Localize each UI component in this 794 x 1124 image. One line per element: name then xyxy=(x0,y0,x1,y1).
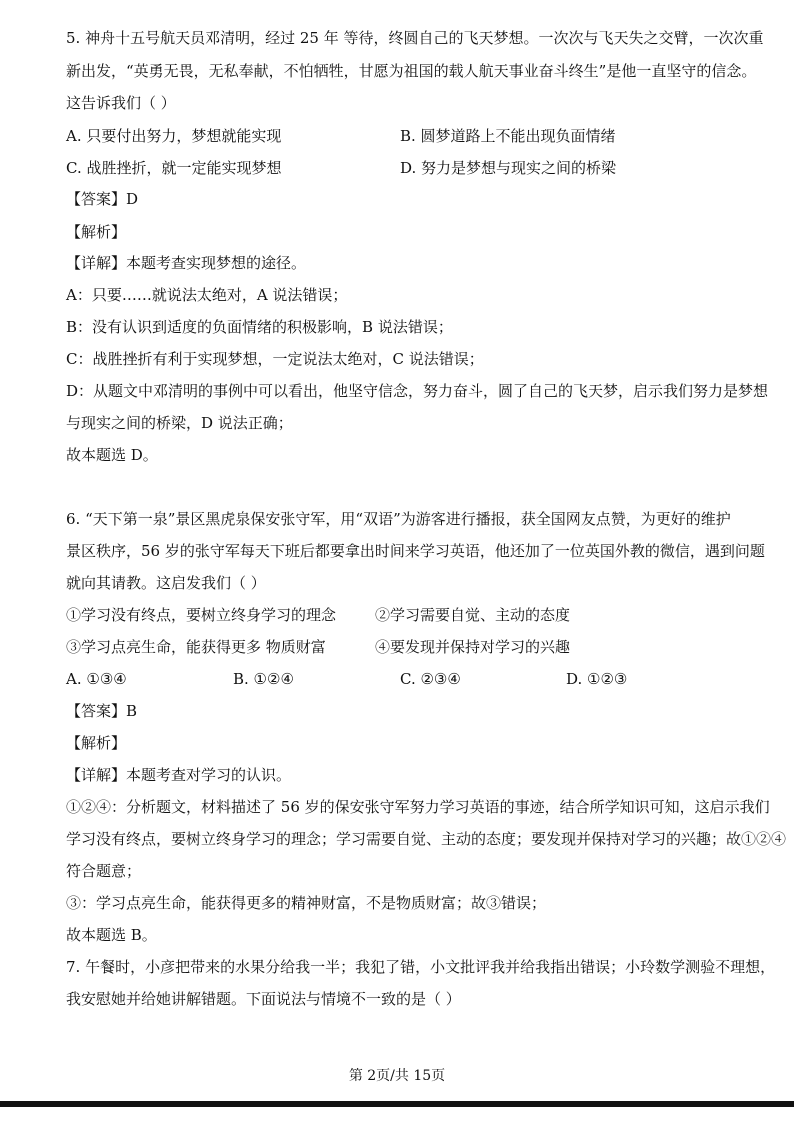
q5-stem-line-2: 新出发，“英勇无畏，无私奉献，不怕牺牲，甘愿为祖国的载人航天事业奋斗终生”是他一直坚守的信念。 xyxy=(66,62,757,80)
q6-detail-line-4: 符合题意； xyxy=(66,862,142,880)
q5-detail-line-6: 与现实之间的桥梁，D 说法正确； xyxy=(66,414,293,432)
q6-detail-line-6: 故本题选 B。 xyxy=(66,926,157,944)
q6-analysis-heading: 【解析】 xyxy=(66,734,127,752)
q5-detail-line-4: C：战胜挫折有利于实现梦想，一定说法太绝对，C 说法错误； xyxy=(66,350,484,368)
q6-option-b: B. ①②④ xyxy=(233,670,294,688)
q6-option-a: A. ①③④ xyxy=(66,670,127,688)
q6-detail-line-1: 【详解】本题考查对学习的认识。 xyxy=(66,766,292,784)
q6-stem-line-3: 就向其请教。这启发我们（ ） xyxy=(66,574,266,592)
q5-analysis-heading: 【解析】 xyxy=(66,223,127,241)
q6-stem-line-1: 6. “天下第一泉”景区黑虎泉保安张守军，用“双语”为游客进行播报，获全国网友点赞，为更好的维护 xyxy=(66,510,731,528)
q5-detail-line-2: A：只要……就说法太绝对，A 说法错误； xyxy=(66,286,348,304)
q5-stem-line-3: 这告诉我们（ ） xyxy=(66,94,176,112)
q7-stem-line-1: 7. 午餐时，小彦把带来的水果分给我一半；我犯了错，小文批评我并给我指出错误；小玲数学测验不理想， xyxy=(66,958,776,976)
q5-detail-line-7: 故本题选 D。 xyxy=(66,446,158,464)
q6-statement-2: ②学习需要自觉、主动的态度 xyxy=(375,606,571,624)
q5-option-b: B. 圆梦道路上不能出现负面情绪 xyxy=(400,127,616,145)
bottom-divider xyxy=(0,1101,794,1107)
q6-option-d: D. ①②③ xyxy=(566,670,628,688)
q6-statement-3: ③学习点亮生命，能获得更多 物质财富 xyxy=(66,638,326,656)
page-number: 第 2页/共 15页 xyxy=(348,1068,446,1084)
q6-answer: 【答案】B xyxy=(66,702,138,720)
q5-option-d: D. 努力是梦想与现实之间的桥梁 xyxy=(400,159,617,177)
q6-detail-line-5: ③：学习点亮生命，能获得更多的精神财富，不是物质财富；故③错误； xyxy=(66,894,547,912)
q5-detail-line-3: B：没有认识到适度的负面情绪的积极影响，B 说法错误； xyxy=(66,318,453,336)
q6-stem-line-2: 景区秩序，56 岁的张守军每天下班后都要拿出时间来学习英语，他还加了一位英国外教的微信，遇到问题 xyxy=(66,542,765,560)
q7-stem-line-2: 我安慰她并给她讲解错题。下面说法与情境不一致的是（ ） xyxy=(66,990,461,1008)
q6-statement-4: ④要发现并保持对学习的兴趣 xyxy=(375,638,571,656)
q6-detail-line-3: 学习没有终点，要树立终身学习的理念；学习需要自觉、主动的态度；要发现并保持对学习的兴趣；故①②④ xyxy=(66,830,787,848)
q5-detail-line-1: 【详解】本题考查实现梦想的途径。 xyxy=(66,254,307,272)
q5-stem-line-1: 5. 神舟十五号航天员邓清明，经过 25 年 等待，终圆自己的飞天梦想。一次次与飞天失之交臂，一次次重 xyxy=(66,29,764,47)
q5-answer: 【答案】D xyxy=(66,190,139,208)
q6-detail-line-2: ①②④：分析题文，材料描述了 56 岁的保安张守军努力学习英语的事迹，结合所学知识可知，这启示我们 xyxy=(66,798,770,816)
q6-option-c: C. ②③④ xyxy=(400,670,461,688)
q6-statement-1: ①学习没有终点，要树立终身学习的理念 xyxy=(66,606,337,624)
q5-detail-line-5: D：从题文中邓清明的事例中可以看出，他坚守信念，努力奋斗，圆了自己的飞天梦，启示我们努力是梦想 xyxy=(66,382,769,400)
q5-option-c: C. 战胜挫折，就一定能实现梦想 xyxy=(66,159,282,177)
q5-option-a: A. 只要付出努力，梦想就能实现 xyxy=(66,127,282,145)
